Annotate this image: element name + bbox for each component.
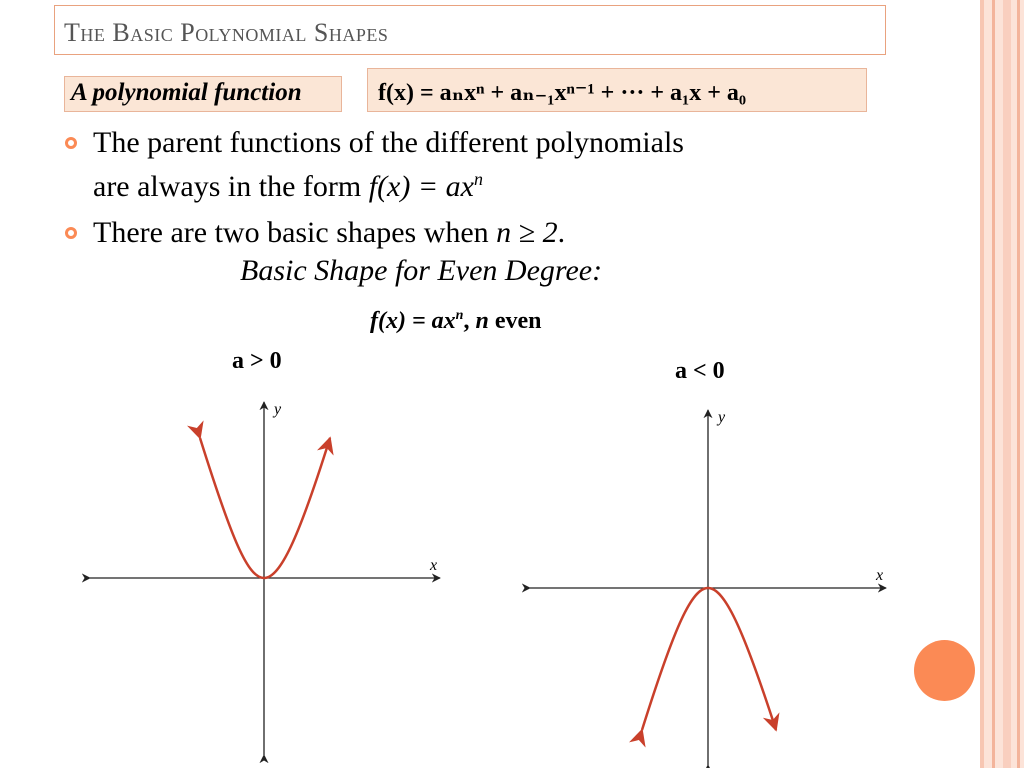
section-subtitle: Basic Shape for Even Degree: xyxy=(240,254,603,287)
left-curve xyxy=(200,438,330,578)
caption-n: n xyxy=(475,308,489,334)
bullet-math: n ≥ 2 xyxy=(496,216,558,249)
right-graph-condition: a < 0 xyxy=(675,358,725,384)
caption-exponent: n xyxy=(455,308,464,323)
definition-label: A polynomial function xyxy=(71,79,302,106)
caption-function: f(x) = ax xyxy=(370,308,456,334)
bullet-text: are always in the form xyxy=(93,170,369,203)
right-graph xyxy=(530,409,886,765)
bullet-text: There are two basic shapes when xyxy=(93,216,497,249)
caption-even: even xyxy=(488,308,542,334)
left-x-label: x xyxy=(430,557,438,574)
right-y-label: y xyxy=(718,409,726,426)
bullet-text: The parent functions of the different polynomials xyxy=(93,126,684,159)
left-graph xyxy=(90,401,440,755)
slide-title: The Basic Polynomial Shapes xyxy=(64,18,389,47)
caption-separator: , xyxy=(463,308,476,334)
right-x-label: x xyxy=(876,567,884,584)
left-graph-condition: a > 0 xyxy=(232,348,282,374)
polynomial-formula: f(x) = aₙxⁿ + aₙ₋₁xⁿ⁻¹ + ··· + a₁x + a₀ xyxy=(378,80,747,106)
bullet-math: f(x) = ax xyxy=(368,170,474,203)
bullet-math-exponent: n xyxy=(473,169,483,189)
right-curve xyxy=(642,588,776,730)
bullet-text: . xyxy=(557,216,566,249)
left-y-label: y xyxy=(274,401,282,418)
